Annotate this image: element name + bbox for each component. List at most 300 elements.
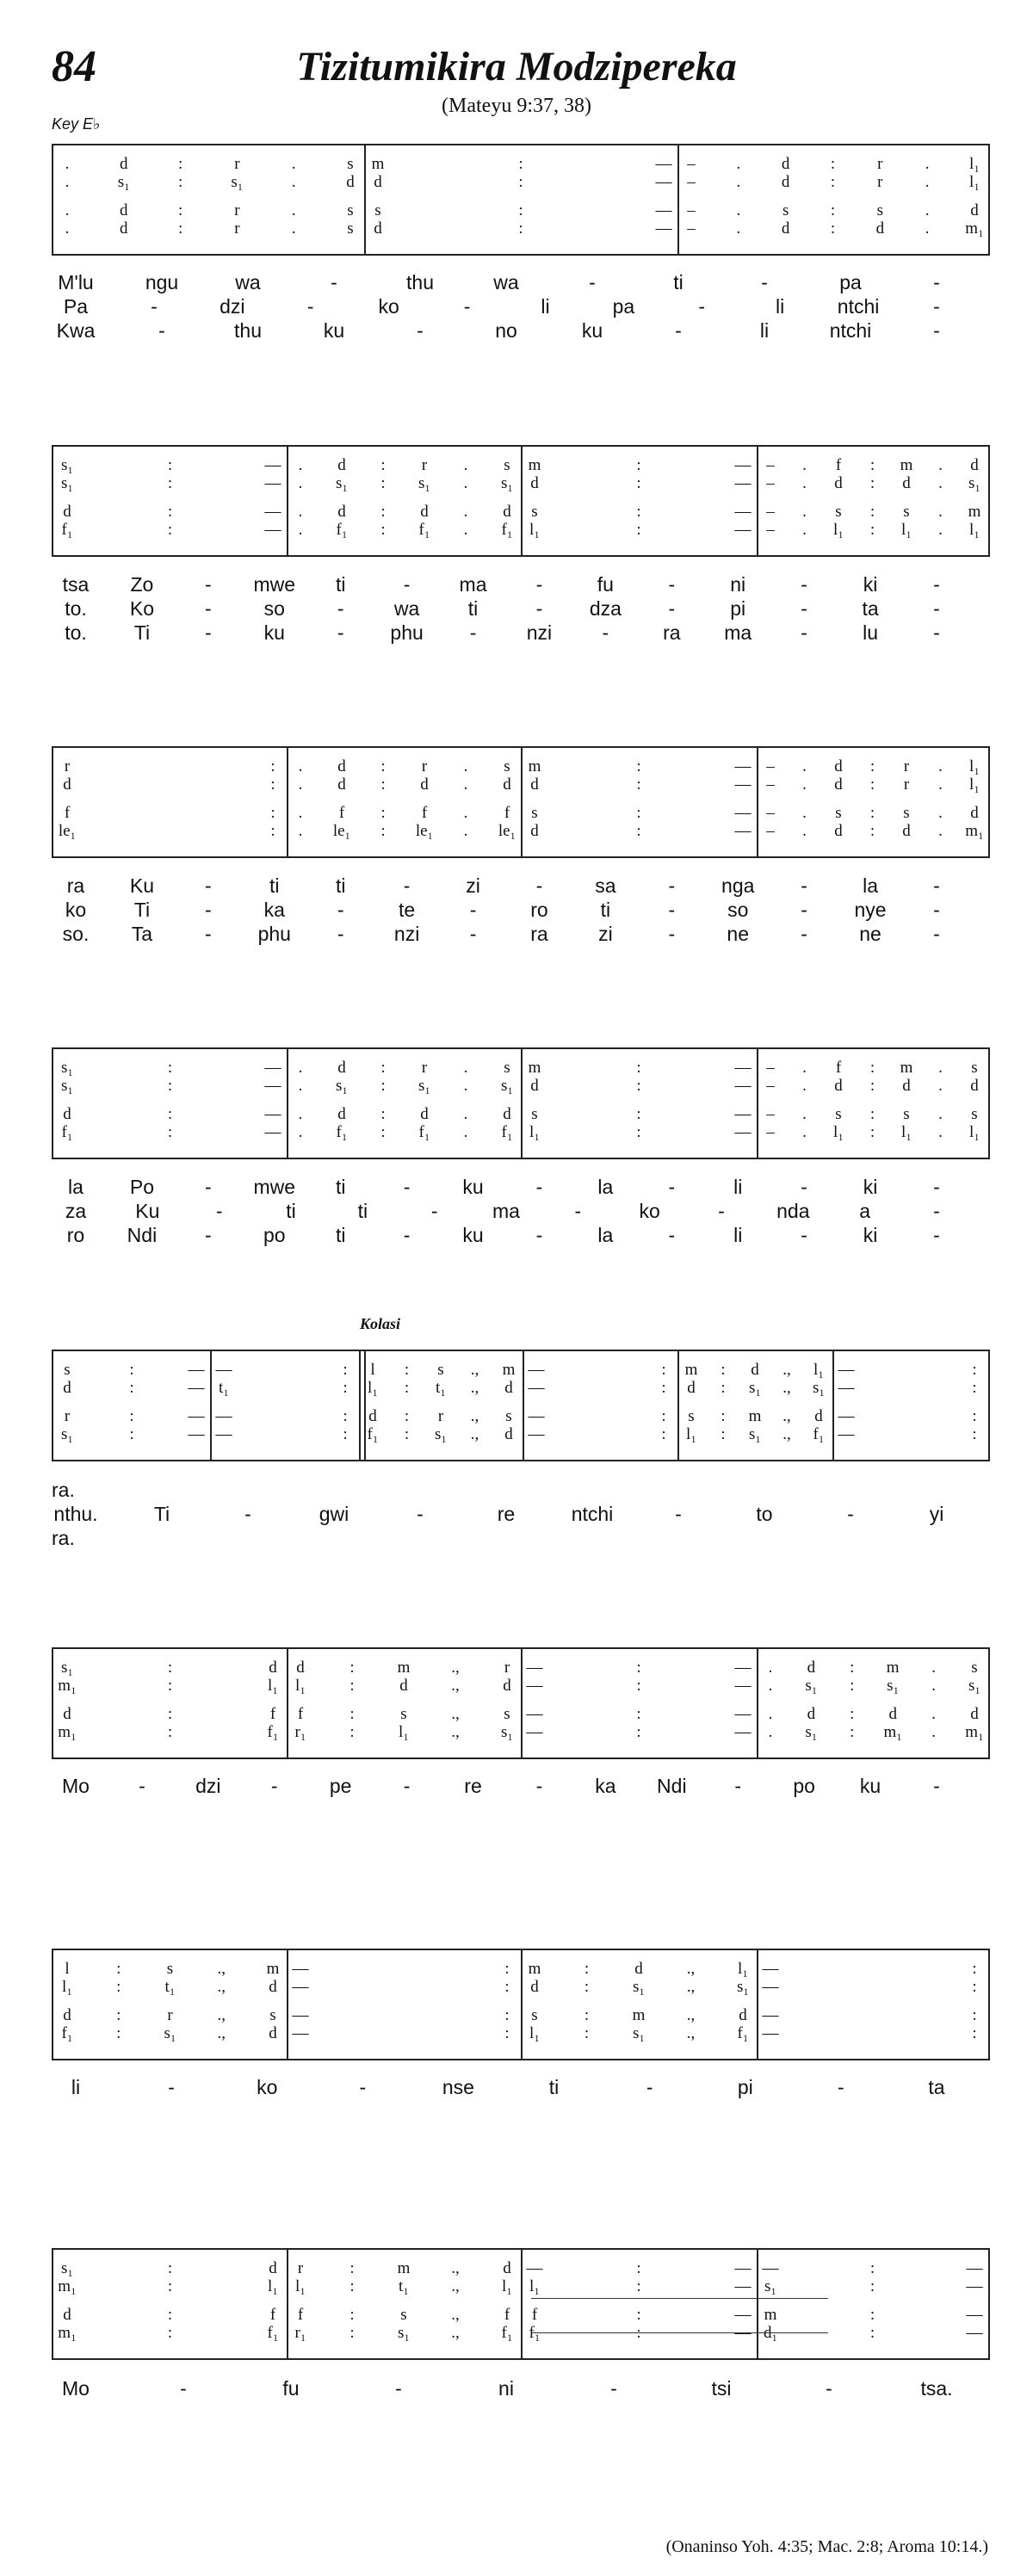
note-token: s	[971, 1659, 978, 1677]
note-token: —	[528, 1425, 545, 1443]
note-token: :	[869, 1105, 875, 1123]
note-token: —	[762, 2024, 779, 2042]
note-token: m	[748, 1407, 762, 1425]
note-token: f₁	[501, 2324, 513, 2342]
note-token: :	[972, 2024, 977, 2042]
lyric-syllable: nda	[776, 1200, 810, 1222]
hymn-number: 84	[52, 42, 96, 91]
note-token: :	[830, 173, 836, 191]
lyric-syllable: -	[933, 319, 940, 342]
note-token: –	[766, 775, 775, 794]
lyric-syllable: -	[359, 2076, 367, 2098]
note-token: .	[931, 1677, 936, 1695]
lyric-syllable: -	[430, 1200, 438, 1222]
note-token: —	[188, 1379, 205, 1397]
note-token: :	[636, 1677, 641, 1695]
lyric-syllable: phu	[390, 621, 424, 644]
note-token: r	[421, 757, 428, 775]
note-token: .	[65, 201, 70, 219]
note-token: —	[734, 804, 752, 822]
note-token: f	[835, 1059, 842, 1077]
note-token: .	[65, 173, 70, 191]
note-token: d	[269, 2259, 277, 2277]
note-token: .	[938, 1059, 943, 1077]
lyric-syllable: -	[933, 1224, 940, 1246]
note-token: r	[167, 2006, 173, 2024]
voice-part-1	[53, 155, 988, 172]
lyric-syllable: -	[180, 2377, 187, 2400]
lyric-syllable: la	[863, 874, 879, 897]
note-token: s	[347, 219, 354, 238]
note-token: d	[781, 155, 790, 173]
voice-part-3	[53, 1407, 988, 1424]
note-token: —	[526, 1723, 543, 1741]
note-token: .,	[782, 1379, 791, 1397]
note-token: t₁	[399, 2277, 409, 2295]
note-token: l₁	[901, 521, 912, 539]
lyric-syllable: Ko	[129, 597, 154, 620]
note-token: :	[721, 1425, 726, 1443]
note-token: :	[380, 804, 386, 822]
note-token: :	[167, 474, 173, 492]
note-token: .	[65, 155, 70, 173]
lyric-syllable: ko	[65, 899, 87, 921]
lyric-syllable: la	[68, 1176, 84, 1198]
note-token: s₁	[164, 2024, 176, 2042]
note-token: .,	[217, 2024, 226, 2042]
lyric-syllable: ti	[357, 1200, 368, 1222]
note-token: s₁	[748, 1379, 762, 1397]
note-token: –	[687, 173, 696, 191]
note-token: s₁	[764, 2277, 777, 2295]
note-token: .	[925, 201, 930, 219]
note-token: —	[264, 456, 281, 474]
note-token: d	[337, 456, 346, 474]
music-system-5	[52, 1350, 990, 1461]
note-token: .	[802, 456, 807, 474]
lyric-syllable: dzi	[220, 295, 245, 318]
voice-part-4	[53, 521, 988, 538]
note-token: —	[734, 1677, 752, 1695]
note-token: :	[380, 757, 386, 775]
note-token: –	[766, 804, 775, 822]
lyric-syllable: ko	[257, 2076, 278, 2098]
note-token: —	[188, 1407, 205, 1425]
note-token: m₁	[58, 1677, 77, 1695]
lyric-syllable: ko	[639, 1200, 660, 1222]
note-token: s	[971, 1059, 978, 1077]
note-token: :	[636, 456, 641, 474]
lyric-syllable: -	[847, 1503, 854, 1525]
note-token: d	[970, 1077, 979, 1095]
note-token: :	[167, 1059, 173, 1077]
voice-part-1	[53, 1059, 988, 1076]
voice-part-1	[53, 1361, 988, 1378]
lyric-syllable: ra.	[52, 1479, 75, 1501]
note-token: :	[167, 2324, 173, 2342]
note-token: —	[526, 2259, 543, 2277]
note-token: f	[64, 804, 71, 822]
note-token: .	[736, 201, 741, 219]
note-token: s₁	[60, 2259, 74, 2277]
note-token: d	[63, 775, 71, 794]
lyric-syllable: tsi	[711, 2377, 732, 2400]
note-token: :	[177, 173, 183, 191]
lyric-syllable: Kwa	[56, 319, 96, 342]
note-token: s₁	[887, 1677, 900, 1695]
note-token: s	[400, 1705, 407, 1723]
note-token: .	[925, 155, 930, 173]
voice-part-1	[53, 1659, 988, 1676]
note-token: :	[661, 1407, 666, 1425]
lyric-syllable: -	[337, 899, 344, 921]
note-token: :	[584, 2006, 590, 2024]
lyric-verse-2	[52, 1200, 990, 1222]
note-token: d	[970, 804, 979, 822]
note-token: d	[687, 1379, 696, 1397]
lyric-verse-1	[52, 1775, 990, 1797]
lyric-syllable: -	[610, 2377, 617, 2400]
note-token: s	[504, 456, 510, 474]
note-token: :	[636, 2324, 641, 2342]
music-system-3	[52, 746, 990, 858]
lyric-syllable: -	[205, 597, 212, 620]
note-token: :	[518, 173, 523, 191]
scripture-footer: (Onaninso Yoh. 4:35; Mac. 2:8; Aroma 10:14.)	[665, 2537, 988, 2556]
lyric-syllable: -	[675, 319, 682, 342]
note-token: f	[835, 456, 842, 474]
note-token: l₁	[529, 1123, 540, 1141]
note-token: .	[463, 521, 468, 539]
lyric-syllable: -	[205, 573, 212, 596]
note-token: t₁	[164, 1978, 176, 1996]
note-token: .	[938, 521, 943, 539]
note-token: –	[766, 474, 775, 492]
note-token: .	[736, 173, 741, 191]
note-token: .,	[686, 2024, 696, 2042]
lyric-syllable: ro	[530, 899, 548, 921]
lyric-verse-2	[52, 295, 990, 318]
lyric-syllable: za	[65, 1200, 87, 1222]
lyric-syllable: pi	[737, 2076, 753, 2098]
lyric-syllable: nzi	[393, 923, 420, 945]
note-token: s₁	[500, 1723, 514, 1741]
note-token: .,	[451, 1677, 460, 1695]
note-token: —	[762, 2259, 779, 2277]
lyric-syllable: -	[646, 2076, 653, 2098]
note-token: :	[404, 1361, 410, 1379]
note-token: l₁	[833, 1123, 844, 1141]
note-token: s₁	[805, 1723, 818, 1741]
note-token: —	[655, 201, 672, 219]
note-token: f	[338, 804, 345, 822]
note-token: :	[380, 1123, 386, 1141]
note-token: d	[63, 2006, 71, 2024]
note-token: :	[636, 2306, 641, 2324]
note-token: :	[972, 1379, 977, 1397]
lyric-syllable: li	[776, 295, 785, 318]
note-token: —	[215, 1407, 232, 1425]
lyric-syllable: Ti	[153, 1503, 170, 1525]
note-token: :	[129, 1407, 134, 1425]
lyric-syllable: ne	[859, 923, 881, 945]
music-system-6	[52, 1647, 990, 1759]
note-token: d	[970, 201, 979, 219]
lyric-syllable: ku	[462, 1224, 484, 1246]
note-token: :	[869, 1077, 875, 1095]
note-token: :	[869, 822, 875, 840]
lyric-syllable: Ndi	[127, 1224, 158, 1246]
note-token: .	[802, 1077, 807, 1095]
note-token: —	[734, 775, 752, 794]
note-token: :	[636, 2277, 641, 2295]
note-token: .	[463, 1105, 468, 1123]
lyric-verse-2	[52, 1503, 990, 1525]
note-token: l₁	[969, 521, 980, 539]
note-token: .	[291, 155, 296, 173]
lyric-syllable: -	[933, 1200, 940, 1222]
lyric-syllable: -	[801, 1224, 807, 1246]
note-token: f₁	[501, 521, 513, 539]
note-token: :	[636, 1105, 641, 1123]
chorus-label: Kolasi	[360, 1315, 401, 1332]
note-token: r₁	[294, 2324, 306, 2342]
lyric-verse-1	[52, 2076, 990, 2098]
note-token: f₁	[367, 1425, 379, 1443]
lyric-syllable: a	[859, 1200, 871, 1222]
lyric-syllable: ti	[335, 573, 346, 596]
note-token: d	[337, 503, 346, 521]
note-token: —	[838, 1379, 855, 1397]
note-token: d₁	[763, 2324, 778, 2342]
lyric-syllable: ra	[663, 621, 681, 644]
note-token: m	[528, 1960, 541, 1978]
note-token: :	[349, 1659, 355, 1677]
note-token: s₁	[418, 1077, 431, 1095]
note-token: —	[734, 2324, 752, 2342]
note-token: r	[421, 456, 428, 474]
note-token: —	[526, 1677, 543, 1695]
lyric-syllable: -	[395, 2377, 402, 2400]
note-token: s	[347, 155, 354, 173]
note-token: —	[292, 1960, 309, 1978]
note-token: .	[802, 1105, 807, 1123]
note-token: l₁	[969, 1123, 980, 1141]
note-token: .	[463, 503, 468, 521]
note-token: d	[503, 2259, 511, 2277]
lyric-syllable: -	[403, 573, 411, 596]
note-token: :	[167, 456, 173, 474]
lyric-syllable: -	[151, 295, 158, 318]
note-token: le₁	[498, 822, 516, 840]
note-token: d	[63, 503, 71, 521]
key-signature: Key E♭	[52, 115, 101, 133]
note-token: :	[167, 2306, 173, 2324]
lyric-syllable: -	[463, 295, 471, 318]
note-token: l₁	[295, 1677, 306, 1695]
note-token: s₁	[60, 1059, 74, 1077]
note-token: .	[298, 775, 303, 794]
note-token: —	[188, 1361, 205, 1379]
note-token: :	[404, 1425, 410, 1443]
lyric-syllable: -	[668, 1176, 676, 1198]
music-system-7	[52, 1949, 990, 2060]
note-token: s₁	[968, 474, 981, 492]
voice-part-2	[53, 1379, 988, 1396]
lyric-verse-2	[52, 899, 990, 921]
note-token: s	[504, 1705, 510, 1723]
note-token: .,	[686, 1960, 696, 1978]
note-token: l₁	[268, 1677, 278, 1695]
lyric-syllable: -	[158, 319, 165, 342]
note-token: :	[343, 1379, 348, 1397]
note-token: :	[972, 1425, 977, 1443]
note-token: d	[346, 173, 355, 191]
voice-part-2	[53, 173, 988, 190]
note-token: :	[972, 1361, 977, 1379]
lyric-syllable: ku	[323, 319, 345, 342]
lyric-syllable: tsa	[62, 573, 90, 596]
note-token: :	[116, 1960, 121, 1978]
note-token: .	[291, 173, 296, 191]
note-token: –	[687, 219, 696, 238]
note-token: f	[297, 1705, 304, 1723]
note-token: :	[167, 2259, 173, 2277]
lyric-syllable: -	[535, 573, 543, 596]
note-token: —	[734, 1723, 752, 1741]
lyric-verse-1	[52, 573, 990, 596]
note-token: d	[504, 1425, 513, 1443]
note-token: :	[504, 1960, 510, 1978]
note-token: —	[734, 1059, 752, 1077]
note-token: s₁	[60, 474, 74, 492]
note-token: .,	[451, 2306, 460, 2324]
note-token: d	[269, 2024, 277, 2042]
note-token: d	[834, 775, 843, 794]
lyric-syllable: ti	[286, 1200, 296, 1222]
note-token: .	[463, 1077, 468, 1095]
note-token: m₁	[883, 1723, 902, 1741]
note-token: f₁	[336, 521, 348, 539]
lyric-syllable: Ku	[135, 1200, 160, 1222]
lyric-syllable: ra	[66, 874, 85, 897]
voice-part-1	[53, 2259, 988, 2276]
note-token: m	[632, 2006, 646, 2024]
note-token: s₁	[60, 1425, 74, 1443]
note-token: d	[503, 775, 511, 794]
lyric-syllable: ti	[673, 271, 684, 293]
note-token: :	[584, 1978, 590, 1996]
note-token: —	[762, 1978, 779, 1996]
lyric-syllable: -	[668, 874, 676, 897]
note-token: d	[374, 173, 382, 191]
lyric-syllable: -	[535, 1775, 543, 1797]
hymn-title: Tizitumikira Modzipereka	[296, 44, 737, 90]
note-token: s₁	[805, 1677, 818, 1695]
note-token: f₁	[737, 2024, 749, 2042]
note-token: —	[292, 2024, 309, 2042]
lyric-syllable: -	[933, 1775, 940, 1797]
note-token: :	[661, 1361, 666, 1379]
note-token: l₁	[502, 2277, 512, 2295]
note-token: d	[420, 503, 429, 521]
note-token: t₁	[436, 1379, 446, 1397]
note-token: le₁	[415, 822, 434, 840]
lyric-syllable: ti	[467, 597, 479, 620]
voice-part-1	[53, 757, 988, 775]
note-token: :	[116, 1978, 121, 1996]
note-token: :	[167, 1659, 173, 1677]
lyric-syllable: ntchi	[837, 295, 880, 318]
lyric-syllable: -	[668, 923, 676, 945]
lyric-syllable: mwe	[253, 1176, 296, 1198]
note-token: :	[518, 155, 523, 173]
note-token: :	[869, 2306, 875, 2324]
note-token: t₁	[219, 1379, 229, 1397]
note-token: d	[834, 1077, 843, 1095]
lyric-syllable: li	[759, 319, 770, 342]
note-token: —	[528, 1379, 545, 1397]
note-token: —	[528, 1407, 545, 1425]
lyric-syllable: ku	[581, 319, 603, 342]
note-token: :	[869, 2259, 875, 2277]
note-token: :	[869, 1059, 875, 1077]
note-token: l₁	[901, 1123, 912, 1141]
note-token: m₁	[965, 822, 984, 840]
note-token: l₁	[529, 2277, 540, 2295]
note-token: :	[167, 1105, 173, 1123]
note-token: s₁	[748, 1425, 762, 1443]
note-token: .	[802, 804, 807, 822]
note-token: —	[734, 503, 752, 521]
note-token: :	[636, 521, 641, 539]
note-token: s	[531, 503, 538, 521]
lyric-syllable: -	[838, 2076, 844, 2098]
lyric-syllable: -	[331, 271, 337, 293]
lyric-syllable: ki	[863, 1224, 878, 1246]
note-token: s	[835, 804, 842, 822]
note-token: d	[739, 2006, 747, 2024]
note-token: l₁	[969, 173, 980, 191]
note-token: :	[869, 1123, 875, 1141]
voice-part-4	[53, 1123, 988, 1140]
note-token: :	[721, 1361, 726, 1379]
note-token: .	[768, 1659, 773, 1677]
note-token: .,	[686, 1978, 696, 1996]
note-token: :	[869, 503, 875, 521]
note-token: :	[661, 1379, 666, 1397]
note-token: .	[768, 1705, 773, 1723]
lyric-syllable: -	[602, 621, 609, 644]
note-token: :	[504, 1978, 510, 1996]
lyric-syllable: -	[306, 295, 314, 318]
note-token: s₁	[418, 474, 431, 492]
note-token: .,	[217, 1960, 226, 1978]
lyric-syllable: -	[761, 271, 768, 293]
lyric-syllable: ku	[859, 1775, 881, 1797]
lyric-syllable: ki	[863, 1176, 878, 1198]
note-token: f₁	[61, 1123, 73, 1141]
lyric-syllable: -	[205, 1176, 212, 1198]
lyric-syllable: -	[244, 1503, 251, 1525]
lyric-syllable: fu	[282, 2377, 300, 2400]
note-token: :	[972, 2006, 977, 2024]
voice-part-3	[53, 201, 988, 219]
note-token: .,	[470, 1361, 479, 1379]
note-token: —	[734, 2259, 752, 2277]
note-token: .	[65, 219, 70, 238]
lyric-syllable: so.	[62, 923, 90, 945]
